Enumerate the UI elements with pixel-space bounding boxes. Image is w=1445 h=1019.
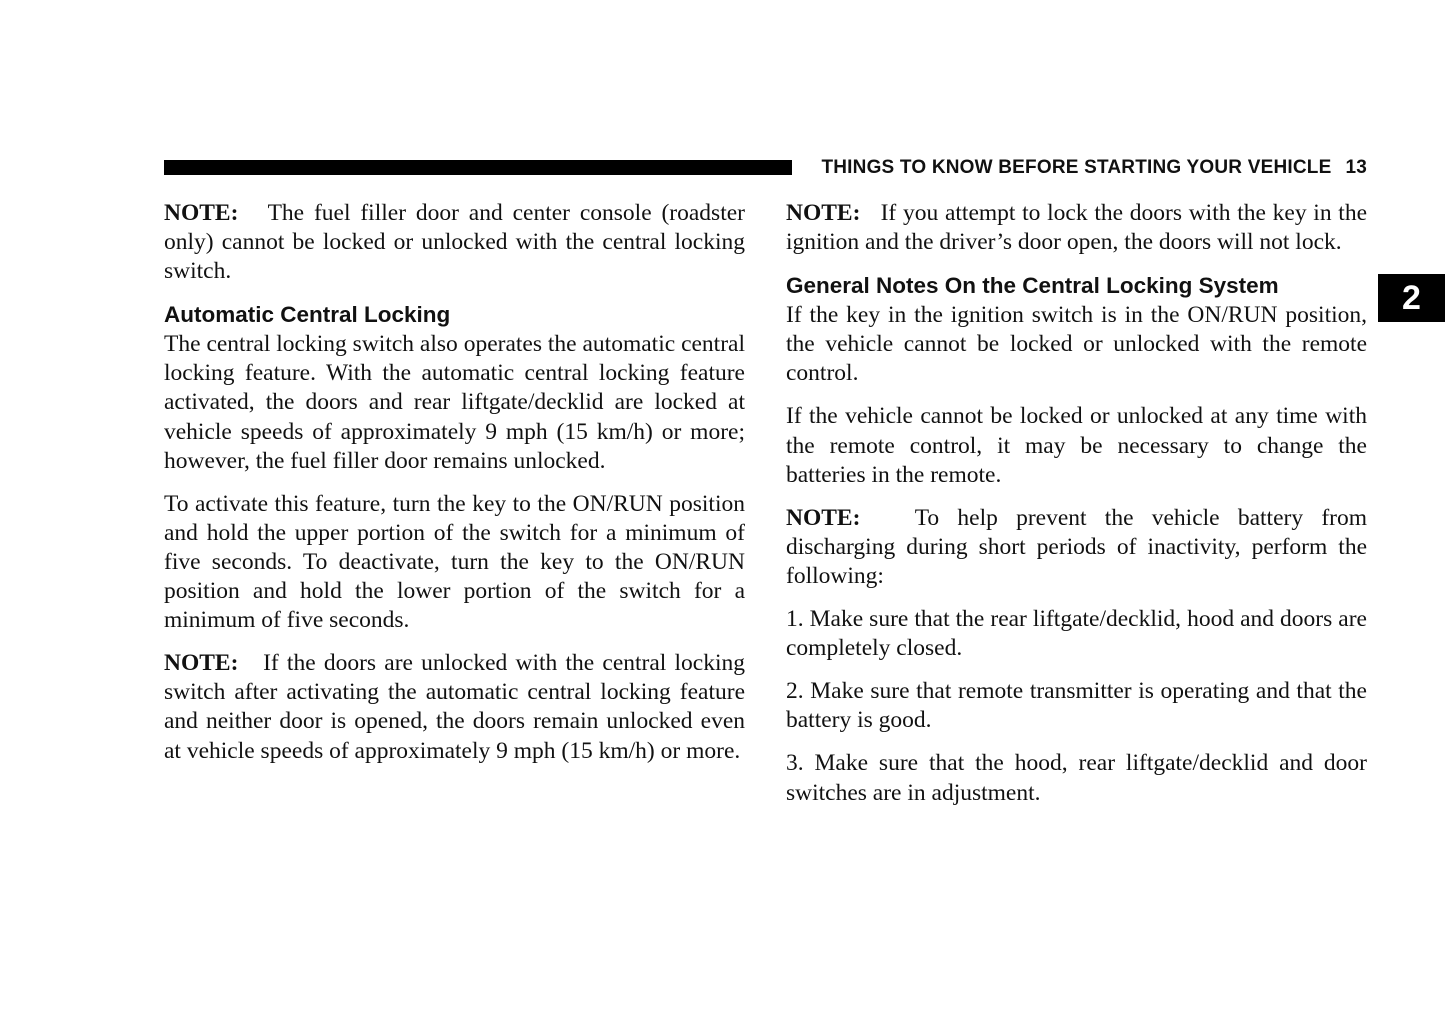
note-text: If the doors are unlocked with the central locking switch after activating the automatic central locking feature and neither door is opened, the doors remain unlocked even at vehicle speeds of approximately 9 mph (15 km/h) or more.: [164, 650, 746, 764]
note-label: NOTE:: [164, 200, 239, 226]
body-paragraph: To activate this feature, turn the key to the ON/RUN position and hold the upper portion of the switch for a minimum of five seconds. To deactivate, turn the key to the ON/RUN position and hold the lower portion of the switch for a minimum of five seconds.: [164, 490, 745, 634]
body-paragraph: If the key in the ignition switch is in the ON/RUN position, the vehicle cannot be locked or unlocked with the remote control.: [786, 302, 1367, 387]
left-column: [164, 199, 745, 780]
note-paragraph: [164, 199, 745, 286]
note-paragraph: [786, 199, 1367, 257]
note-label: NOTE:: [786, 504, 861, 531]
note-text: If you attempt to lock the doors with the key in the ignition and the driver’s door open, the doors will not lock.: [786, 200, 1367, 256]
note-text: The fuel filler door and center console (roadster only) cannot be locked or unlocked with the central locking switch.: [164, 200, 745, 285]
note-paragraph: [786, 504, 1367, 591]
note-text: To help prevent the vehicle battery from discharging during short periods of inactivity, perform the following:: [786, 504, 1367, 589]
section-heading: General Notes On the Central Locking System: [786, 273, 1279, 299]
step-item: 3. Make sure that the hood, rear liftgate/decklid and door switches are in adjustment.: [786, 750, 1367, 806]
page-number: 13: [1345, 157, 1367, 178]
note-label: NOTE:: [164, 650, 239, 677]
section-title: THINGS TO KNOW BEFORE STARTING YOUR VEHICLE: [821, 157, 1332, 178]
running-header: [821, 157, 1367, 179]
note-paragraph: [164, 649, 745, 765]
section-heading: Automatic Central Locking: [164, 302, 451, 328]
right-column: [786, 199, 1367, 822]
body-paragraph: If the vehicle cannot be locked or unlocked at any time with the remote control, it may be necessary to change the batteries in the remote.: [786, 403, 1367, 488]
note-label: NOTE:: [786, 200, 861, 226]
step-item: 1. Make sure that the rear liftgate/decklid, hood and doors are completely closed.: [786, 606, 1367, 662]
body-paragraph: The central locking switch also operates the automatic central locking feature. With the automatic central locking feature activated, the doors and rear liftgate/decklid are locked at vehicle speeds of approximately 9 mph (15 km/h) or more; however, the fuel filler door remains unlocked.: [164, 331, 745, 474]
header-rule: [164, 160, 792, 175]
chapter-tab: 2: [1378, 274, 1445, 322]
step-item: 2. Make sure that remote transmitter is operating and that the battery is good.: [786, 678, 1367, 734]
